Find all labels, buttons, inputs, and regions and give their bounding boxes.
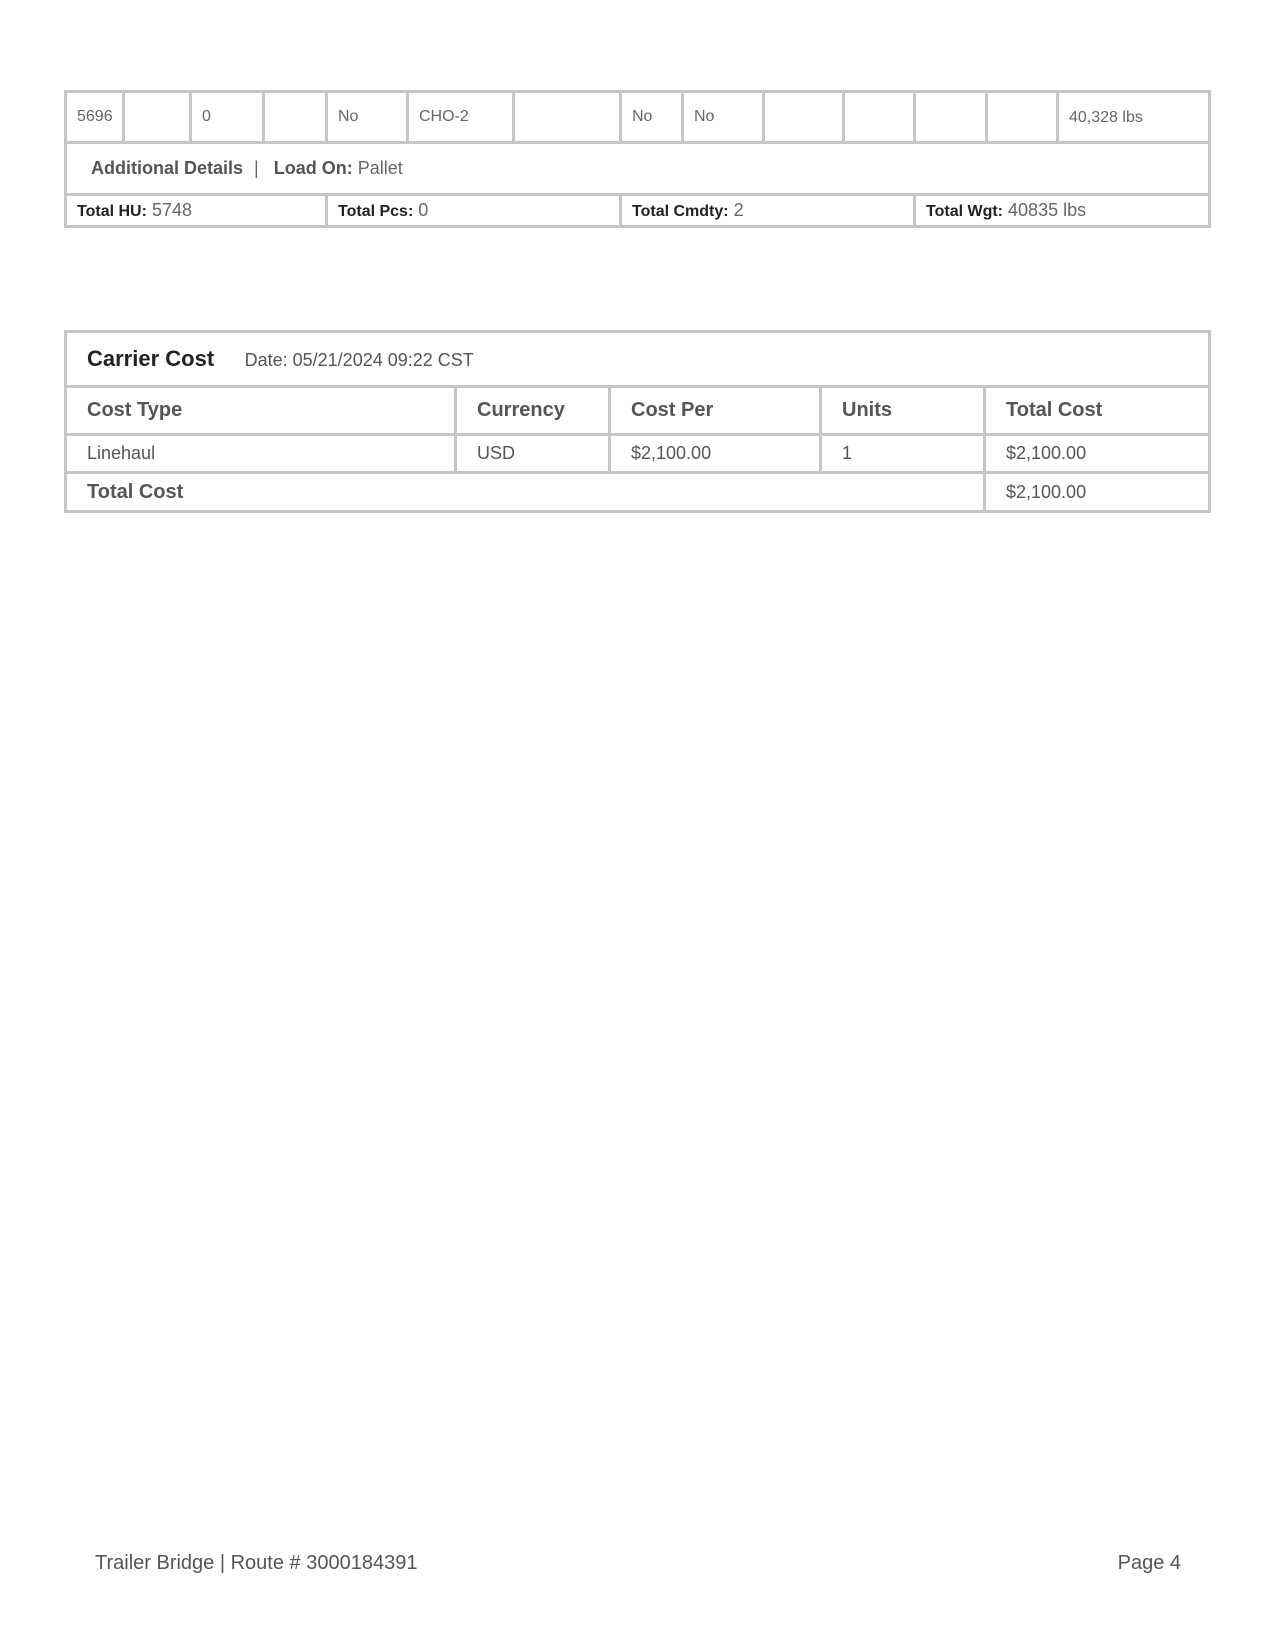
commodity-cell-9: No — [683, 92, 764, 143]
additional-details-label: Additional Details — [91, 158, 244, 178]
additional-details-separator: | — [254, 158, 259, 178]
carrier-cost-header-cell — [66, 332, 1210, 387]
commodity-cell-weight: 40,328 lbs — [1058, 92, 1210, 143]
total-hu-value: 5748 — [151, 200, 192, 220]
additional-details-cell — [66, 143, 1210, 195]
carrier-cost-date: Date: 05/21/2024 09:22 CST — [244, 350, 474, 370]
table-row — [66, 435, 1210, 473]
total-pcs-cell — [327, 195, 621, 227]
load-on-label: Load On: — [273, 158, 353, 178]
column-header-cost-per: Cost Per — [610, 387, 821, 435]
totals-row — [66, 195, 1210, 227]
total-cost-cell: $2,100.00 — [985, 435, 1210, 473]
total-pcs-value: 0 — [418, 200, 429, 220]
column-header-currency: Currency — [456, 387, 610, 435]
total-hu-cell — [66, 195, 327, 227]
load-on-value: Pallet — [357, 158, 403, 178]
total-cost-label: Total Cost — [66, 473, 985, 512]
commodity-cell-2 — [124, 92, 191, 143]
column-header-units: Units — [821, 387, 985, 435]
total-cmdty-value: 2 — [733, 200, 744, 220]
commodity-cell-pieces: 0 — [191, 92, 264, 143]
commodity-cell-5: No — [327, 92, 408, 143]
total-cmdty-label: Total Cmdty: — [632, 203, 729, 220]
commodity-cell-8: No — [621, 92, 683, 143]
commodity-cell-12 — [915, 92, 987, 143]
commodity-cell-7 — [514, 92, 621, 143]
commodity-row — [66, 92, 1210, 143]
total-wgt-value: 40835 lbs — [1008, 200, 1087, 220]
total-hu-label: Total HU: — [77, 203, 147, 220]
units-cell: 1 — [821, 435, 985, 473]
carrier-cost-table — [64, 330, 1211, 513]
carrier-cost-columns-row — [66, 387, 1210, 435]
commodity-cell-11 — [844, 92, 915, 143]
footer-page-number: Page 4 — [1117, 1552, 1181, 1574]
total-cost-value: $2,100.00 — [985, 473, 1210, 512]
total-wgt-cell — [915, 195, 1210, 227]
commodity-cell-hu: 5696 — [66, 92, 124, 143]
carrier-cost-header-row — [66, 332, 1210, 387]
commodity-cell-10 — [764, 92, 844, 143]
total-cmdty-cell — [621, 195, 915, 227]
commodity-table — [64, 90, 1211, 228]
carrier-cost-title: Carrier Cost — [87, 346, 215, 371]
carrier-cost-total-row — [66, 473, 1210, 512]
total-pcs-label: Total Pcs: — [338, 203, 414, 220]
currency-cell: USD — [456, 435, 610, 473]
commodity-cell-13 — [987, 92, 1058, 143]
footer-route-info: Trailer Bridge | Route # 3000184391 — [95, 1552, 418, 1574]
additional-details-row — [66, 143, 1210, 195]
column-header-cost-type: Cost Type — [66, 387, 456, 435]
cost-type-cell: Linehaul — [66, 435, 456, 473]
total-wgt-label: Total Wgt: — [926, 203, 1004, 220]
commodity-cell-4 — [264, 92, 327, 143]
cost-per-cell: $2,100.00 — [610, 435, 821, 473]
commodity-cell-code: CHO-2 — [408, 92, 514, 143]
column-header-total-cost: Total Cost — [985, 387, 1210, 435]
